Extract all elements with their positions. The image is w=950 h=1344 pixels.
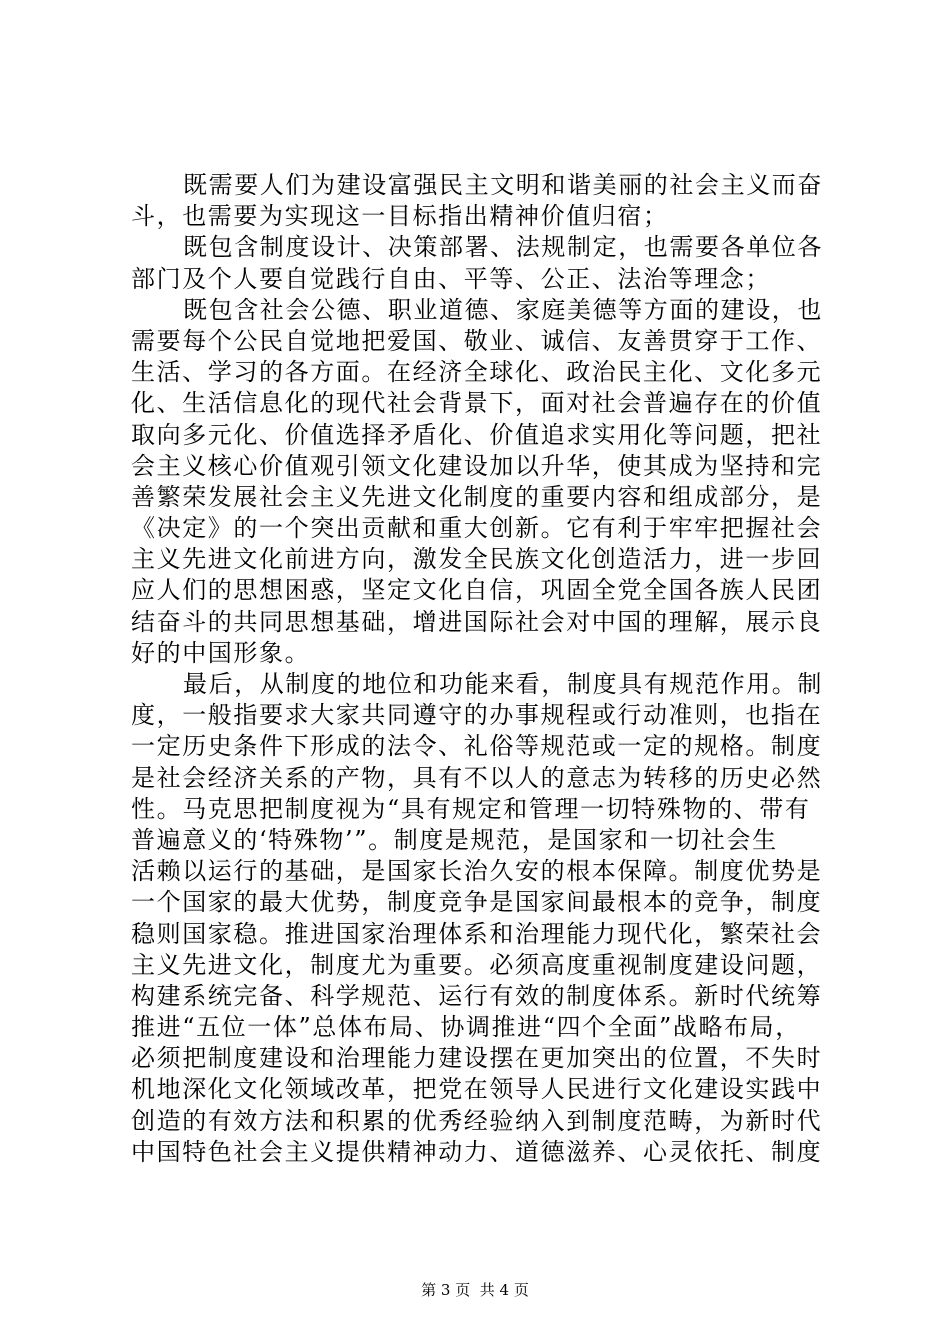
text-line: 结奋斗的共同思想基础，增进国际社会对中国的理解，展示良 — [131, 607, 823, 636]
text-line: 应人们的思想困惑，坚定文化自信，巩固全党全国各族人民团 — [131, 576, 823, 605]
text-line: 一个国家的最大优势，制度竞争是国家间最根本的竞争，制度 — [131, 888, 823, 917]
text-line: 推进“五位一体”总体布局、协调推进“四个全面”战略布局， — [131, 1013, 801, 1042]
text-line: 部门及个人要自觉践行自由、平等、公正、法治等理念； — [131, 264, 771, 293]
text-line: 一定历史条件下形成的法令、礼俗等规范或一定的规格。制度 — [131, 732, 823, 761]
text-line: 最后，从制度的地位和功能来看，制度具有规范作用。制 — [183, 670, 823, 698]
text-line: 好的中国形象。 — [131, 638, 311, 667]
text-line: 是社会经济关系的产物，具有不以人的意志为转移的历史必然 — [131, 763, 823, 792]
text-line: 构建系统完备、科学规范、运行有效的制度体系。新时代统筹 — [131, 981, 823, 1010]
document-body — [131, 170, 831, 1168]
text-line: 生活、学习的各方面。在经济全球化、政治民主化、文化多元 — [131, 358, 823, 387]
text-line: 普遍意义的‘特殊物’”。制度是规范，是国家和一切社会生 — [131, 825, 778, 854]
text-line: 主义先进文化前进方向，激发全民族文化创造活力，进一步回 — [131, 545, 823, 574]
text-line: 化、生活信息化的现代社会背景下，面对社会普遍存在的价值 — [131, 389, 823, 418]
text-line: 活赖以运行的基础，是国家长治久安的根本保障。制度优势是 — [131, 857, 823, 886]
text-line: 必须把制度建设和治理能力建设摆在更加突出的位置，不失时 — [131, 1044, 823, 1073]
page-number-label: 第 3 页 共 4 页 — [421, 1281, 529, 1299]
text-line: 主义先进文化，制度尤为重要。必须高度重视制度建设问题， — [131, 950, 823, 979]
text-line: 机地深化文化领域改革，把党在领导人民进行文化建设实践中 — [131, 1075, 823, 1104]
text-line: 会主义核心价值观引领文化建设加以升华，使其成为坚持和完 — [131, 451, 823, 480]
text-line: 稳则国家稳。推进国家治理体系和治理能力现代化，繁荣社会 — [131, 919, 823, 948]
text-line: 既包含制度设计、决策部署、法规制定，也需要各单位各 — [183, 233, 823, 262]
text-line: 既需要人们为建设富强民主文明和谐美丽的社会主义而奋 — [183, 171, 823, 199]
text-line: 度，一般指要求大家共同遵守的办事规程或行动准则，也指在 — [131, 701, 823, 730]
text-line: 性。马克思把制度视为“具有规定和管理一切特殊物的、带有 — [131, 794, 811, 823]
page-footer — [0, 1280, 950, 1300]
text-line: 需要每个公民自觉地把爱国、敬业、诚信、友善贯穿于工作、 — [131, 326, 823, 355]
text-line: 《决定》的一个突出贡献和重大创新。它有利于牢牢把握社会 — [131, 514, 823, 543]
text-line: 既包含社会公德、职业道德、家庭美德等方面的建设，也 — [183, 295, 823, 324]
text-line: 创造的有效方法和积累的优秀经验纳入到制度范畴，为新时代 — [131, 1106, 823, 1135]
text-line: 善繁荣发展社会主义先进文化制度的重要内容和组成部分，是 — [131, 482, 823, 511]
text-line: 斗，也需要为实现这一目标指出精神价值归宿； — [131, 202, 669, 231]
text-line: 取向多元化、价值选择矛盾化、价值追求实用化等问题，把社 — [131, 420, 823, 449]
text-line: 中国特色社会主义提供精神动力、道德滋养、心灵依托、制度 — [131, 1137, 823, 1166]
